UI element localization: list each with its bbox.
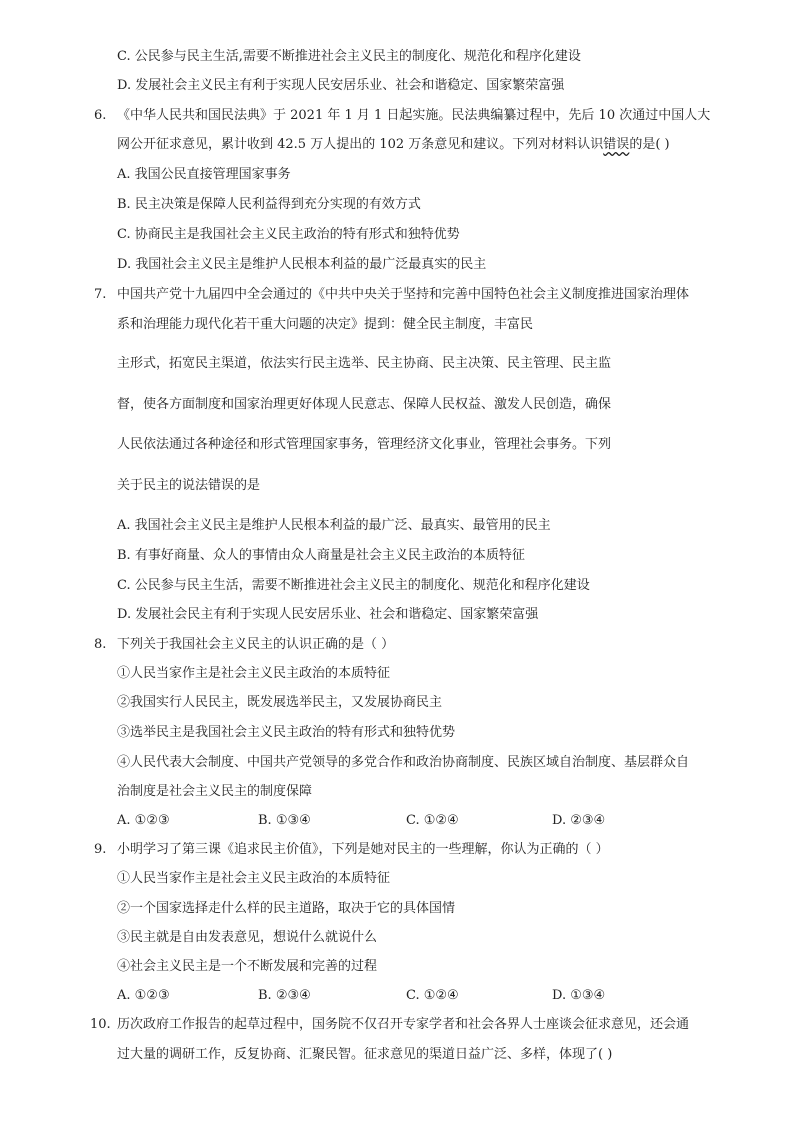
q7-option-a: A. 我国社会主义民主是维护人民根本利益的最广泛、最真实、最管用的民主 bbox=[117, 518, 551, 533]
q8-choice-d: D. ②③④ bbox=[552, 813, 606, 828]
q7-stem-line-5: 人民依法通过各种途径和形式管理国家事务，管理经济文化事业，管理社会事务。下列 bbox=[117, 437, 612, 452]
q7-option-b: B. 有事好商量、众人的事情由众人商量是社会主义民主政治的本质特征 bbox=[117, 548, 525, 563]
q6-stem-line-1: 《中华人民共和国民法典》于 2021 年 1 月 1 日起实施。民法典编纂过程中，先后 10 次通过中国人大 bbox=[117, 108, 711, 123]
q8-choice-b: B. ①③④ bbox=[258, 813, 311, 828]
q8-number: 8. bbox=[94, 637, 107, 652]
q9-number: 9. bbox=[94, 842, 107, 857]
q9-choice-c: C. ①②④ bbox=[406, 988, 459, 1003]
q9-statement-4: ④社会主义民主是一个不断发展和完善的过程 bbox=[117, 959, 378, 974]
q8-statement-1: ①人民当家作主是社会主义民主政治的本质特征 bbox=[117, 666, 391, 681]
q7-stem-line-2: 系和治理能力现代化若干重大问题的决定》提到：健全民主制度，丰富民 bbox=[117, 317, 534, 332]
q6-option-b: B. 民主决策是保障人民利益得到充分实现的有效方式 bbox=[117, 197, 421, 212]
q9-choice-d: D. ①③④ bbox=[552, 988, 606, 1003]
q8-choice-c: C. ①②④ bbox=[406, 813, 459, 828]
q10-stem-line-2: 过大量的调研工作，反复协商、汇聚民智。征求意见的渠道日益广泛、多样，体现了( ) bbox=[117, 1047, 613, 1062]
q8-statement-3: ③选举民主是我国社会主义民主政治的特有形式和独特优势 bbox=[117, 725, 456, 740]
q9-choice-b: B. ②③④ bbox=[258, 988, 311, 1003]
prev-option-d: D. 发展社会主义民主有利于实现人民安居乐业、社会和谐稳定、国家繁荣富强 bbox=[117, 78, 565, 93]
q8-choices bbox=[117, 812, 637, 830]
q10-number: 10. bbox=[90, 1017, 111, 1032]
q6-stem-before: 网公开征求意见，累计收到 42.5 万人提出的 102 万条意见和建议。下列对材料认识 bbox=[117, 137, 604, 152]
q8-stem: 下列关于我国社会主义民主的认识正确的是（ ） bbox=[117, 637, 395, 652]
q6-stem-line-2 bbox=[117, 136, 670, 154]
q7-stem-line-6: 关于民主的说法错误的是 bbox=[117, 478, 261, 493]
prev-option-c: C. 公民参与民主生活,需要不断推进社会主义民主的制度化、规范化和程序化建设 bbox=[117, 49, 581, 64]
q7-option-c: C. 公民参与民主生活，需要不断推进社会主义民主的制度化、规范化和程序化建设 bbox=[117, 578, 590, 593]
q9-choices bbox=[117, 987, 637, 1005]
q6-option-d: D. 我国社会主义民主是维护人民根本利益的最广泛最真实的民主 bbox=[117, 257, 487, 272]
q9-statement-3: ③民主就是自由发表意见，想说什么就说什么 bbox=[117, 930, 378, 945]
q8-statement-4-cont: 治制度是社会主义民主的制度保障 bbox=[117, 784, 313, 799]
q8-choice-a: A. ①②③ bbox=[117, 813, 170, 828]
q7-stem-line-4: 督，使各方面制度和国家治理更好体现人民意志、保障人民权益、激发人民创造，确保 bbox=[117, 397, 612, 412]
q7-stem-line-3: 主形式，拓宽民主渠道，依法实行民主选举、民主协商、民主决策、民主管理、民主监 bbox=[117, 356, 612, 371]
q6-option-a: A. 我国公民直接管理国家事务 bbox=[117, 167, 291, 182]
q9-stem: 小明学习了第三课《追求民主价值》，下列是她对民主的一些理解，你认为正确的（ ） bbox=[117, 842, 609, 857]
q9-statement-1: ①人民当家作主是社会主义民主政治的本质特征 bbox=[117, 871, 391, 886]
q10-stem-line-1: 历次政府工作报告的起草过程中，国务院不仅召开专家学者和社会各界人士座谈会征求意见，还会通 bbox=[117, 1017, 690, 1032]
q6-option-c: C. 协商民主是我国社会主义民主政治的特有形式和独特优势 bbox=[117, 227, 460, 242]
q6-stem-marked-word: 错误 bbox=[603, 137, 630, 152]
q7-option-d: D. 发展社会民主有利于实现人民安居乐业、社会和谐稳定、国家繁荣富强 bbox=[117, 607, 539, 622]
q8-statement-4: ④人民代表大会制度、中国共产党领导的多党合作和政治协商制度、民族区域自治制度、基层群众自 bbox=[117, 755, 690, 770]
q7-number: 7. bbox=[94, 287, 107, 302]
q8-statement-2: ②我国实行人民民主，既发展选举民主，又发展协商民主 bbox=[117, 695, 443, 710]
q6-number: 6. bbox=[94, 108, 107, 123]
q9-statement-2: ②一个国家选择走什么样的民主道路，取决于它的具体国情 bbox=[117, 901, 456, 916]
q9-choice-a: A. ①②③ bbox=[117, 988, 170, 1003]
q6-stem-after: 的是( ) bbox=[629, 137, 670, 152]
q7-stem-line-1: 中国共产党十九届四中全会通过的《中共中央关于坚持和完善中国特色社会主义制度推进国家治理体 bbox=[117, 287, 690, 302]
